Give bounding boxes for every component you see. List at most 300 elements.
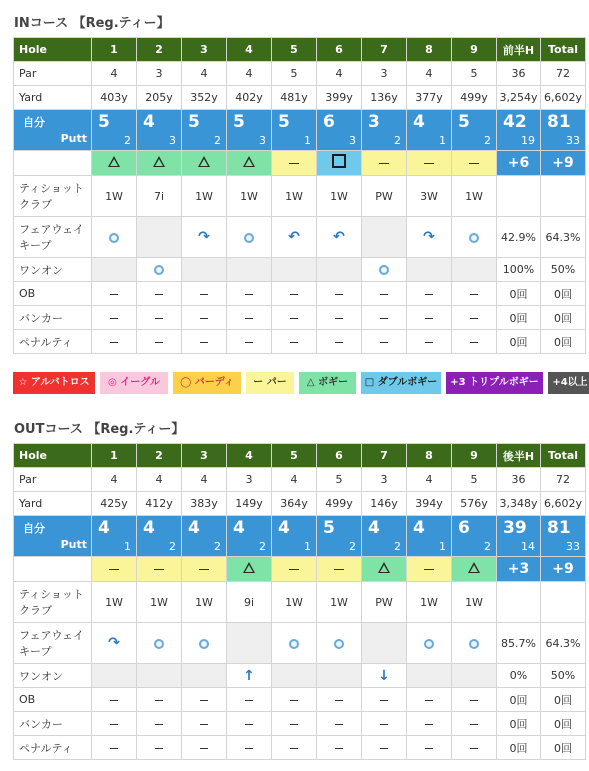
one-on-cell [317, 258, 362, 282]
hole-score-cell [317, 110, 362, 151]
tee-club-label: ティショットクラブ [14, 176, 92, 217]
tee-club-value: 1W [137, 582, 182, 623]
bunker-row [14, 306, 586, 330]
penalty-value [227, 736, 272, 760]
penalty-value [182, 736, 227, 760]
bunker-value [452, 712, 497, 736]
one-on-cell [407, 258, 452, 282]
hole-score-strokes: 4 [278, 518, 290, 538]
miss-right-arrow-icon: ↷ [423, 229, 435, 245]
par-total: 72 [541, 62, 586, 86]
hole-score-strokes: 4 [188, 518, 200, 538]
hole-score-wrap [407, 110, 451, 150]
hole-score-wrap [227, 110, 271, 150]
hole-score-wrap [272, 516, 316, 556]
result-par-cell [407, 151, 452, 176]
fairway-cell [407, 623, 452, 664]
none-dash-icon [110, 724, 118, 725]
in-course-title: INコース 【Reg.ティー】 [14, 16, 170, 31]
one-on-cell [452, 664, 497, 688]
yard-value: 403y [92, 86, 137, 110]
yard-row [14, 86, 586, 110]
none-dash-icon [245, 748, 253, 749]
hole-number: 9 [452, 444, 497, 468]
ob-total: 0回 [541, 282, 586, 306]
result-par-cell [137, 557, 182, 582]
none-dash-icon [290, 294, 298, 295]
subtotal-score-wrap [497, 516, 540, 556]
ob-subtotal: 0回 [497, 688, 541, 712]
par-value: 3 [362, 62, 407, 86]
yard-value: 412y [137, 492, 182, 516]
none-dash-icon [245, 700, 253, 701]
tee-club-value: 7i [137, 176, 182, 217]
none-dash-icon [425, 342, 433, 343]
hole-score-putts: 2 [484, 540, 491, 553]
tee-club-value: 1W [227, 176, 272, 217]
putt-label: Putt [60, 132, 87, 145]
par-value: 4 [227, 62, 272, 86]
tee-club-value: 1W [92, 582, 137, 623]
total-score-wrap [541, 516, 585, 556]
one-on-cell [92, 258, 137, 282]
hole-score-strokes: 4 [413, 112, 425, 132]
bunker-subtotal: 0回 [497, 712, 541, 736]
ob-label: OB [14, 688, 92, 712]
one-on-cell [452, 258, 497, 282]
hole-score-wrap [407, 516, 451, 556]
hole-score-putts: 1 [124, 540, 131, 553]
none-dash-icon [110, 318, 118, 319]
hole-number: 8 [407, 444, 452, 468]
yard-total: 6,602y [541, 86, 586, 110]
penalty-value [92, 736, 137, 760]
hole-score-strokes: 5 [278, 112, 290, 132]
bogey-triangle-icon [468, 562, 480, 573]
yard-value: 576y [452, 492, 497, 516]
none-dash-icon [335, 342, 343, 343]
fairway-row [14, 217, 586, 258]
tee-club-value: 1W [407, 582, 452, 623]
ob-value [407, 282, 452, 306]
bunker-value [137, 712, 182, 736]
par-row [14, 468, 586, 492]
ob-value [407, 688, 452, 712]
hole-number: 3 [182, 444, 227, 468]
par-value: 5 [452, 468, 497, 492]
hole-score-cell [92, 110, 137, 151]
none-dash-icon [380, 342, 388, 343]
none-dash-icon [425, 700, 433, 701]
par-value: 4 [137, 468, 182, 492]
tee-club-row [14, 176, 586, 217]
fairway-cell [407, 217, 452, 258]
hole-score-putts: 3 [349, 134, 356, 147]
result-bogey-cell [227, 557, 272, 582]
none-dash-icon [470, 700, 478, 701]
hole-score-strokes: 4 [98, 518, 110, 538]
result-bogey-cell [227, 151, 272, 176]
fairway-cell [452, 217, 497, 258]
hole-number: 3 [182, 38, 227, 62]
par-value: 4 [407, 468, 452, 492]
par-label: Par [14, 62, 92, 86]
hit-circle-icon [154, 639, 164, 649]
none-dash-icon [290, 724, 298, 725]
none-dash-icon [335, 318, 343, 319]
result-par-cell [407, 557, 452, 582]
none-dash-icon [155, 724, 163, 725]
tee-club-value: 1W [452, 582, 497, 623]
score-row [14, 516, 586, 557]
hit-circle-icon [199, 639, 209, 649]
total-score-putts: 33 [566, 134, 580, 147]
fairway-total: 64.3% [541, 623, 586, 664]
penalty-subtotal: 0回 [497, 330, 541, 354]
hole-score-putts: 2 [394, 134, 401, 147]
par-value: 3 [137, 62, 182, 86]
yard-value: 394y [407, 492, 452, 516]
ob-value [317, 282, 362, 306]
result-double-cell [317, 151, 362, 176]
bunker-value [362, 712, 407, 736]
legend-quad: +4以上 [548, 372, 589, 394]
penalty-label: ペナルティ [14, 330, 92, 354]
none-dash-icon [110, 342, 118, 343]
bogey-triangle-icon [198, 156, 210, 167]
none-dash-icon [200, 318, 208, 319]
par-dash-icon [379, 163, 389, 164]
none-dash-icon [290, 700, 298, 701]
result-row [14, 151, 586, 176]
result-par-cell [317, 557, 362, 582]
ob-value [137, 282, 182, 306]
yard-value: 377y [407, 86, 452, 110]
hole-number: 6 [317, 444, 362, 468]
none-dash-icon [335, 700, 343, 701]
subtotal-score-putts: 14 [521, 540, 535, 553]
fairway-cell [272, 217, 317, 258]
hole-header-label: Hole [14, 444, 92, 468]
legend-double: □ ダブルボギー [361, 372, 441, 394]
bunker-label: バンカー [14, 306, 92, 330]
par-value: 5 [272, 62, 317, 86]
hole-score-putts: 2 [349, 540, 356, 553]
yard-value: 425y [92, 492, 137, 516]
none-dash-icon [470, 294, 478, 295]
ob-value [272, 282, 317, 306]
hole-score-cell [182, 516, 227, 557]
score-label-wrap [19, 110, 91, 150]
hole-number: 2 [137, 38, 182, 62]
tee-club-total-blank [541, 582, 586, 623]
hole-score-putts: 2 [484, 134, 491, 147]
ob-value [227, 282, 272, 306]
fairway-cell [317, 623, 362, 664]
subtotal-header: 後半H [497, 444, 541, 468]
par-value: 4 [407, 62, 452, 86]
hole-score-strokes: 4 [368, 518, 380, 538]
penalty-value [227, 330, 272, 354]
bunker-label: バンカー [14, 712, 92, 736]
ob-value [227, 688, 272, 712]
hole-score-wrap [137, 516, 181, 556]
bunker-value [452, 306, 497, 330]
hit-circle-icon [379, 265, 389, 275]
hole-score-strokes: 4 [143, 518, 155, 538]
tee-club-row [14, 582, 586, 623]
yard-value: 481y [272, 86, 317, 110]
none-dash-icon [470, 724, 478, 725]
none-dash-icon [470, 748, 478, 749]
hole-score-wrap [182, 110, 226, 150]
hole-number: 4 [227, 38, 272, 62]
none-dash-icon [155, 294, 163, 295]
bunker-value [182, 306, 227, 330]
hole-score-cell [227, 110, 272, 151]
hole-score-wrap [182, 516, 226, 556]
hole-score-putts: 2 [259, 540, 266, 553]
tee-club-value: 1W [272, 582, 317, 623]
tee-club-subtotal-blank [497, 176, 541, 217]
fairway-total: 64.3% [541, 217, 586, 258]
fairway-label: フェアウェイキープ [14, 623, 92, 664]
penalty-value [452, 736, 497, 760]
total-score-cell [541, 110, 586, 151]
none-dash-icon [155, 318, 163, 319]
ob-value [452, 282, 497, 306]
hole-number: 1 [92, 38, 137, 62]
penalty-row [14, 736, 586, 760]
bunker-value [92, 306, 137, 330]
none-dash-icon [110, 700, 118, 701]
none-dash-icon [110, 748, 118, 749]
hole-score-cell [137, 516, 182, 557]
par-total: 72 [541, 468, 586, 492]
bunker-row [14, 712, 586, 736]
penalty-value [182, 330, 227, 354]
yard-value: 499y [452, 86, 497, 110]
result-par-cell [272, 151, 317, 176]
hole-score-cell [407, 516, 452, 557]
one-on-total: 50% [541, 258, 586, 282]
hole-number: 8 [407, 38, 452, 62]
par-value: 4 [182, 62, 227, 86]
tee-club-value: 1W [317, 582, 362, 623]
none-dash-icon [380, 318, 388, 319]
hole-number: 5 [272, 444, 317, 468]
hole-score-strokes: 4 [143, 112, 155, 132]
one-on-cell [182, 664, 227, 688]
yard-value: 364y [272, 492, 317, 516]
none-dash-icon [245, 342, 253, 343]
legend-albatross: ☆ アルバトロス [13, 372, 95, 394]
par-dash-icon [199, 569, 209, 570]
penalty-value [452, 330, 497, 354]
tee-club-value: 1W [92, 176, 137, 217]
fairway-cell [137, 623, 182, 664]
miss-left-arrow-icon: ↶ [288, 229, 300, 245]
yard-value: 383y [182, 492, 227, 516]
hole-score-putts: 1 [304, 134, 311, 147]
out-course-title: OUTコース 【Reg.ティー】 [14, 422, 185, 437]
result-label-blank [14, 557, 92, 582]
none-dash-icon [380, 748, 388, 749]
double-bogey-square-icon [332, 154, 346, 168]
penalty-label: ペナルティ [14, 736, 92, 760]
one-on-cell [272, 258, 317, 282]
ob-value [362, 282, 407, 306]
hole-score-strokes: 4 [413, 518, 425, 538]
hit-circle-icon [154, 265, 164, 275]
none-dash-icon [380, 294, 388, 295]
one-on-cell [182, 258, 227, 282]
subtotal-score-wrap [497, 110, 540, 150]
result-bogey-cell [452, 557, 497, 582]
penalty-value [407, 736, 452, 760]
ob-value [452, 688, 497, 712]
none-dash-icon [335, 724, 343, 725]
par-label: Par [14, 468, 92, 492]
result-par-cell [92, 557, 137, 582]
one-on-cell [92, 664, 137, 688]
hole-score-wrap [317, 110, 361, 150]
par-dash-icon [154, 569, 164, 570]
bunker-value [182, 712, 227, 736]
hole-number: 4 [227, 444, 272, 468]
hole-score-cell [272, 110, 317, 151]
yard-subtotal: 3,254y [497, 86, 541, 110]
none-dash-icon [335, 748, 343, 749]
tee-club-value: 1W [272, 176, 317, 217]
legend-triple: +3 トリプルボギー [446, 372, 543, 394]
tee-club-value: PW [362, 582, 407, 623]
par-value: 3 [362, 468, 407, 492]
one-on-subtotal: 0% [497, 664, 541, 688]
fairway-cell [92, 217, 137, 258]
tee-club-value: 1W [317, 176, 362, 217]
hole-score-cell [92, 516, 137, 557]
result-subtotal: +3 [497, 557, 541, 582]
one-on-total: 50% [541, 664, 586, 688]
hole-score-strokes: 6 [458, 518, 470, 538]
bunker-subtotal: 0回 [497, 306, 541, 330]
hole-score-wrap [92, 110, 136, 150]
penalty-subtotal: 0回 [497, 736, 541, 760]
hole-score-putts: 2 [124, 134, 131, 147]
total-score-putts: 33 [566, 540, 580, 553]
result-label-blank [14, 151, 92, 176]
score-label-wrap [19, 516, 91, 556]
miss-right-arrow-icon: ↷ [198, 229, 210, 245]
hole-score-cell [137, 110, 182, 151]
tee-club-value: 1W [182, 582, 227, 623]
hole-header-label: Hole [14, 38, 92, 62]
subtotal-score-strokes: 42 [503, 112, 527, 132]
par-value: 5 [317, 468, 362, 492]
bunker-value [227, 712, 272, 736]
ob-value [362, 688, 407, 712]
par-value: 4 [317, 62, 362, 86]
par-dash-icon [334, 569, 344, 570]
none-dash-icon [155, 342, 163, 343]
penalty-value [137, 330, 182, 354]
score-row [14, 110, 586, 151]
header-row [14, 38, 586, 62]
result-total: +9 [541, 151, 586, 176]
par-value: 4 [92, 468, 137, 492]
par-value: 4 [272, 468, 317, 492]
bunker-value [407, 306, 452, 330]
hole-number: 9 [452, 38, 497, 62]
hole-number: 1 [92, 444, 137, 468]
hole-score-cell [452, 110, 497, 151]
ob-value [317, 688, 362, 712]
one-on-cell [137, 664, 182, 688]
one-on-label: ワンオン [14, 258, 92, 282]
yard-total: 6,602y [541, 492, 586, 516]
none-dash-icon [470, 342, 478, 343]
hole-score-putts: 3 [259, 134, 266, 147]
result-par-cell [272, 557, 317, 582]
none-dash-icon [425, 294, 433, 295]
putt-label: Putt [60, 538, 87, 551]
subtotal-header: 前半H [497, 38, 541, 62]
bunker-value [272, 306, 317, 330]
result-par-cell [182, 557, 227, 582]
hole-score-wrap [452, 110, 496, 150]
yard-value: 399y [317, 86, 362, 110]
subtotal-score-putts: 19 [521, 134, 535, 147]
none-dash-icon [200, 294, 208, 295]
hole-number: 7 [362, 444, 407, 468]
hole-score-putts: 2 [214, 134, 221, 147]
hole-score-cell [272, 516, 317, 557]
tee-club-total-blank [541, 176, 586, 217]
penalty-value [272, 736, 317, 760]
score-label: 自分 [23, 116, 45, 129]
par-dash-icon [289, 569, 299, 570]
score-label: 自分 [23, 522, 45, 535]
header-row [14, 444, 586, 468]
none-dash-icon [200, 748, 208, 749]
hole-score-wrap [452, 516, 496, 556]
yard-row [14, 492, 586, 516]
hole-score-wrap [362, 516, 406, 556]
yard-value: 149y [227, 492, 272, 516]
subtotal-score-cell [497, 516, 541, 557]
hole-score-strokes: 5 [188, 112, 200, 132]
hole-score-wrap [317, 516, 361, 556]
hole-score-putts: 2 [214, 540, 221, 553]
bogey-triangle-icon [153, 156, 165, 167]
subtotal-score-strokes: 39 [503, 518, 527, 538]
bunker-value [137, 306, 182, 330]
none-dash-icon [425, 748, 433, 749]
ob-value [182, 688, 227, 712]
one-on-cell [227, 258, 272, 282]
penalty-value [317, 736, 362, 760]
result-bogey-cell [362, 557, 407, 582]
hole-score-putts: 2 [394, 540, 401, 553]
hole-number: 7 [362, 38, 407, 62]
fairway-subtotal: 42.9% [497, 217, 541, 258]
one-on-cell [407, 664, 452, 688]
par-dash-icon [289, 163, 299, 164]
hole-number: 6 [317, 38, 362, 62]
hole-score-strokes: 5 [323, 518, 335, 538]
bunker-total: 0回 [541, 712, 586, 736]
